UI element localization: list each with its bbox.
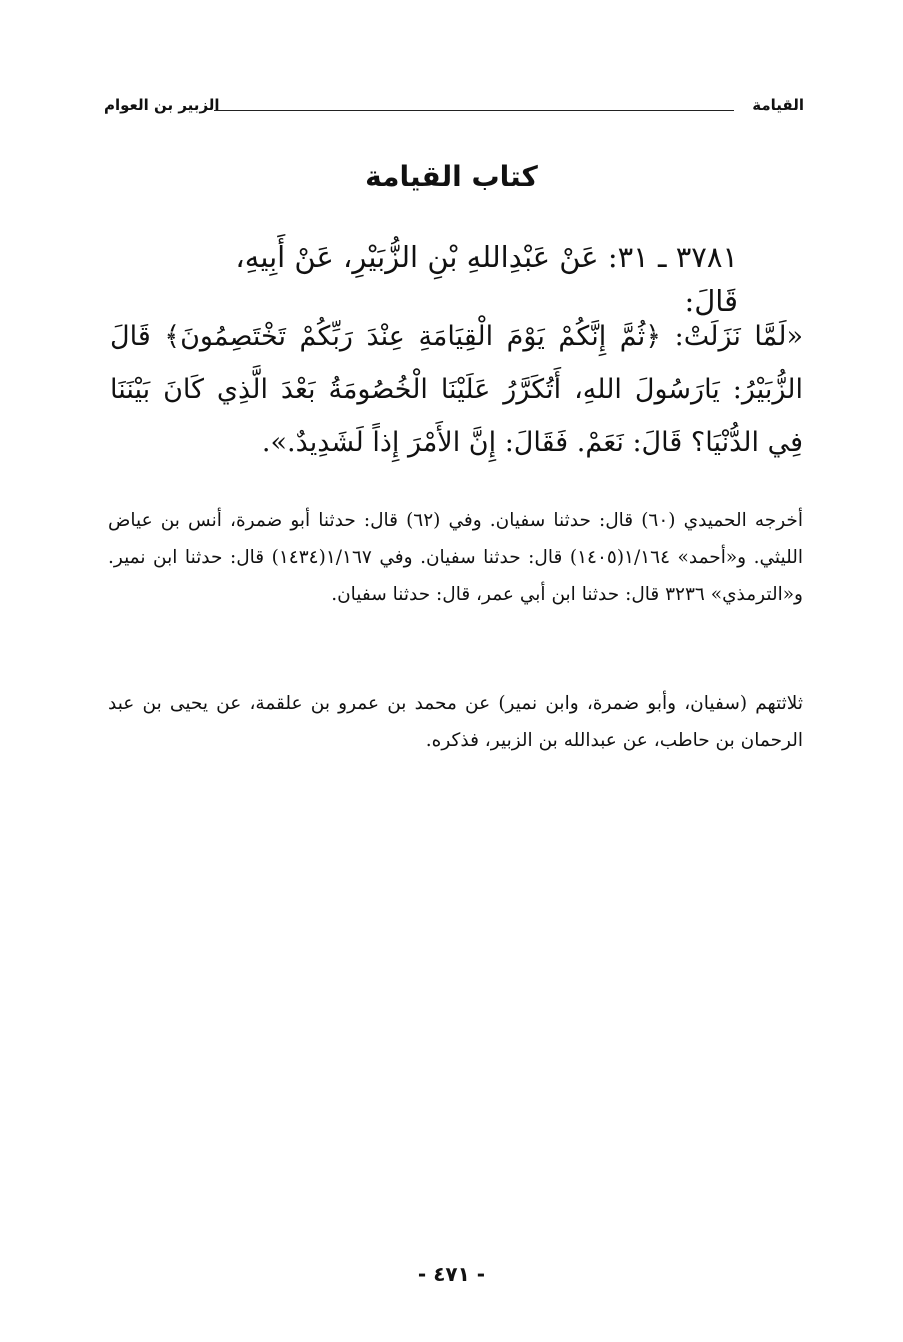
hadith-heading: ٣٧٨١ ـ ٣١: عَنْ عَبْدِاللهِ بْنِ الزُّبَيْرِ، عَنْ أَبِيهِ، قَالَ: [235, 240, 738, 318]
takhrij-paragraph: أخرجه الحميدي (٦٠) قال: حدثنا سفيان. وفي (٦٢) قال: حدثنا أبو ضمرة، أنس بن عياض الليثي. و«أحمد» ١/١٦٤(١٤٠٥) قال: حدثنا سفيان. وفي ١/١٦٧(١٤٣٤) قال: حدثنا ابن نمير. و«الترمذي» ٣٢٣٦ قال: حدثنا ابن أبي عمر، قال: حدثنا سفيان. [108, 510, 803, 605]
book-title: كتاب القيامة [365, 160, 538, 193]
takhrij-paragraph: ثلاثتهم (سفيان، وأبو ضمرة، وابن نمير) عن محمد بن عمرو بن علقمة، عن يحيى بن عبد الرحمان بن حاطب، عن عبدالله بن الزبير، فذكره. [108, 693, 803, 751]
header-chapter: القيامة [752, 96, 804, 114]
page-number: - ٤٧١ - [417, 1262, 486, 1286]
header-rule [214, 110, 734, 111]
running-header [104, 96, 804, 122]
hadith-matn: «لَمَّا نَزَلَتْ: ﴿ثُمَّ إِنَّكُمْ يَوْمَ الْقِيَامَةِ عِنْدَ رَبِّكُمْ تَخْتَصِمُونَ﴾ قَالَ الزُّبَيْرُ: يَارَسُولَ اللهِ، أَتُكَرَّرُ عَلَيْنَا الْخُصُومَةُ بَعْدَ الَّذِي كَانَ بَيْنَنَا فِي الدُّنْيَا؟ قَالَ: نَعَمْ. فَقَالَ: إِنَّ الأَمْرَ إِذاً لَشَدِيدٌ.». [110, 321, 803, 458]
header-narrator: الزبير بن العوام [104, 96, 220, 114]
